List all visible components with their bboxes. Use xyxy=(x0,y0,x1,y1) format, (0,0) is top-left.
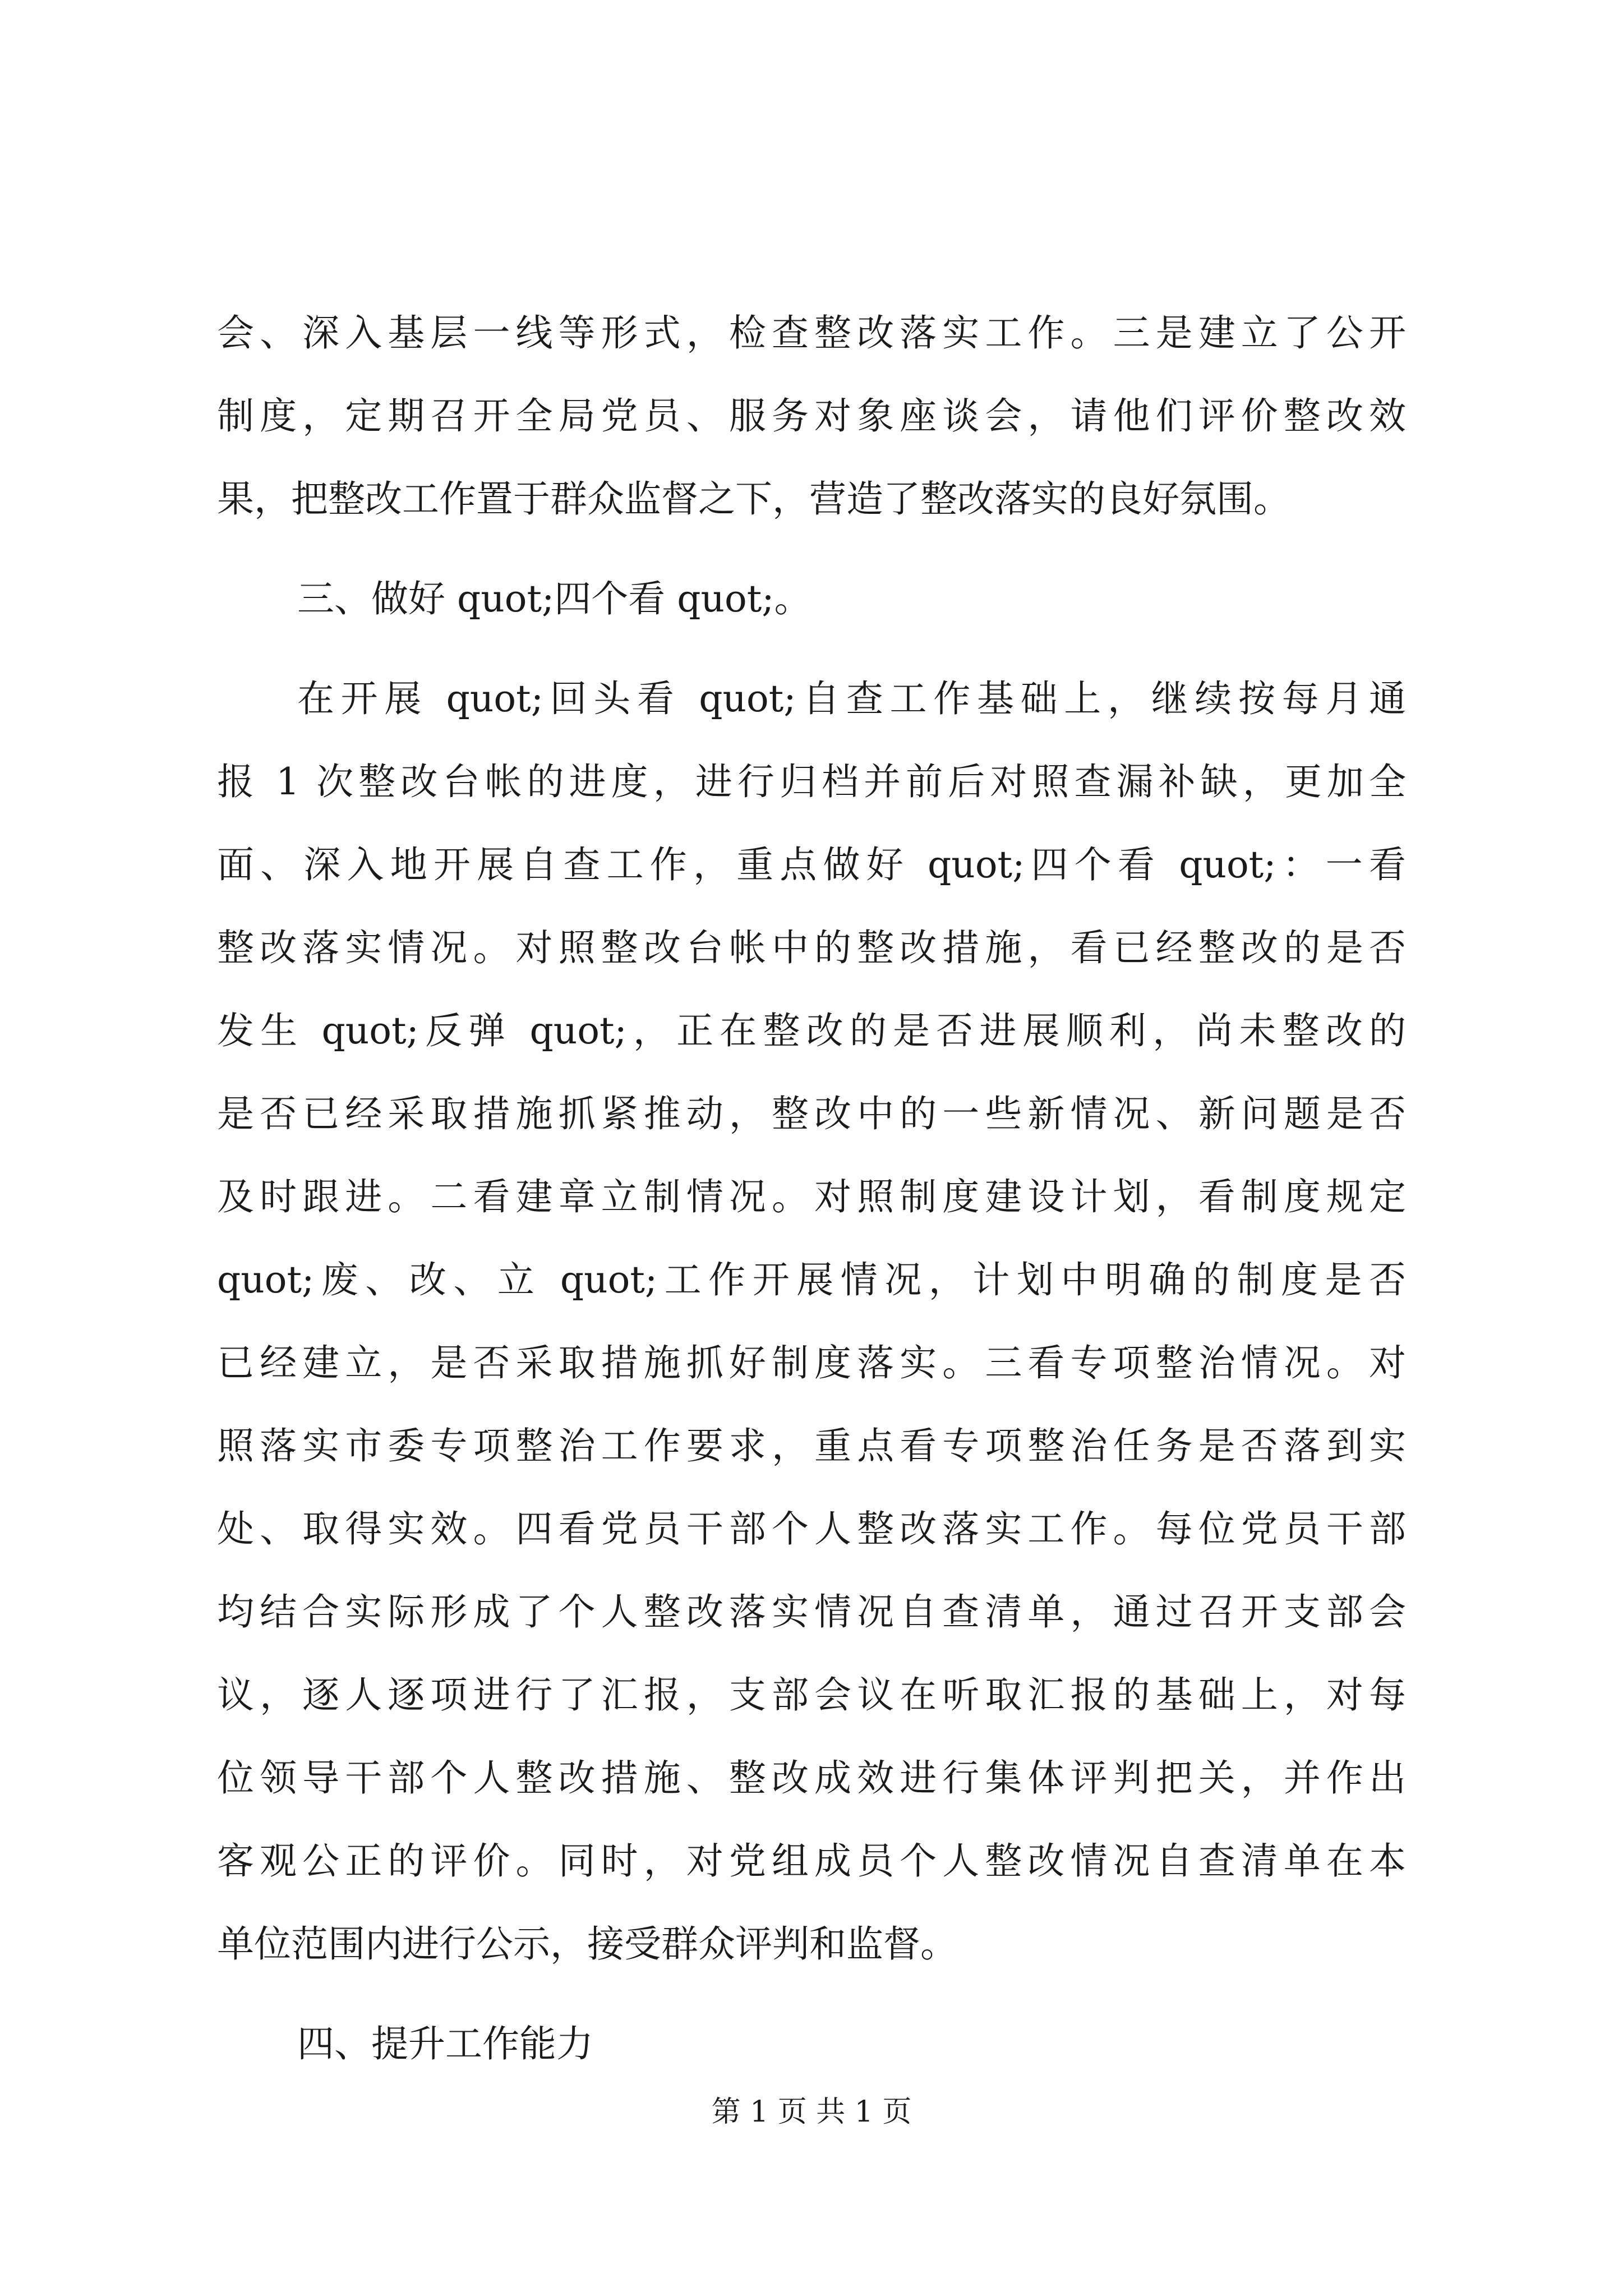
text-line: 在开展 quot;回头看 quot;自查工作基础上，继续按每月通 xyxy=(297,677,1406,720)
text-line: 面、深入地开展自查工作，重点做好 quot;四个看 quot;：一看 xyxy=(217,843,1406,886)
section-heading: 三、做好 quot;四个看 quot;。 xyxy=(297,577,811,620)
text-line: 客观公正的评价。同时，对党组成员个人整改情况自查清单在本 xyxy=(217,1839,1406,1883)
text-line: 是否已经采取措施抓紧推动，整改中的一些新情况、新问题是否 xyxy=(217,1092,1406,1135)
paragraph xyxy=(217,292,1406,541)
text-line: 单位范围内进行公示，接受群众评判和监督。 xyxy=(217,1922,957,1966)
document-body xyxy=(217,292,1406,2086)
text-line: 果，把整改工作置于群众监督之下，营造了整改落实的良好氛围。 xyxy=(217,477,1290,521)
page-number-footer: 第 1 页 共 1 页 xyxy=(711,2095,912,2129)
text-line: quot;废、改、立 quot;工作开展情况，计划中明确的制度是否 xyxy=(217,1258,1406,1301)
text-line: 发生 quot;反弹 quot;，正在整改的是否进展顺利，尚未整改的 xyxy=(217,1009,1406,1052)
text-line: 制度，定期召开全局党员、服务对象座谈会，请他们评价整改效 xyxy=(217,394,1406,438)
text-line: 照落实市委专项整治工作要求，重点看专项整治任务是否落到实 xyxy=(217,1424,1406,1467)
text-line: 议，逐人逐项进行了汇报，支部会议在听取汇报的基础上，对每 xyxy=(217,1673,1406,1717)
text-line: 报 1 次整改台帐的进度，进行归档并前后对照查漏补缺，更加全 xyxy=(217,760,1406,803)
text-line: 会、深入基层一线等形式，检查整改落实工作。三是建立了公开 xyxy=(217,311,1406,355)
text-line: 及时跟进。二看建章立制情况。对照制度建设计划，看制度规定 xyxy=(217,1175,1406,1218)
section-heading: 四、提升工作能力 xyxy=(297,2022,593,2065)
text-line: 整改落实情况。对照整改台帐中的整改措施，看已经整改的是否 xyxy=(217,926,1406,969)
paragraph xyxy=(217,657,1406,1986)
text-line: 均结合实际形成了个人整改落实情况自查清单，通过召开支部会 xyxy=(217,1590,1406,1634)
text-line: 位领导干部个人整改措施、整改成效进行集体评判把关，并作出 xyxy=(217,1756,1406,1800)
text-line: 处、取得实效。四看党员干部个人整改落实工作。每位党员干部 xyxy=(217,1507,1406,1550)
text-line: 已经建立，是否采取措施抓好制度落实。三看专项整治情况。对 xyxy=(217,1341,1406,1384)
